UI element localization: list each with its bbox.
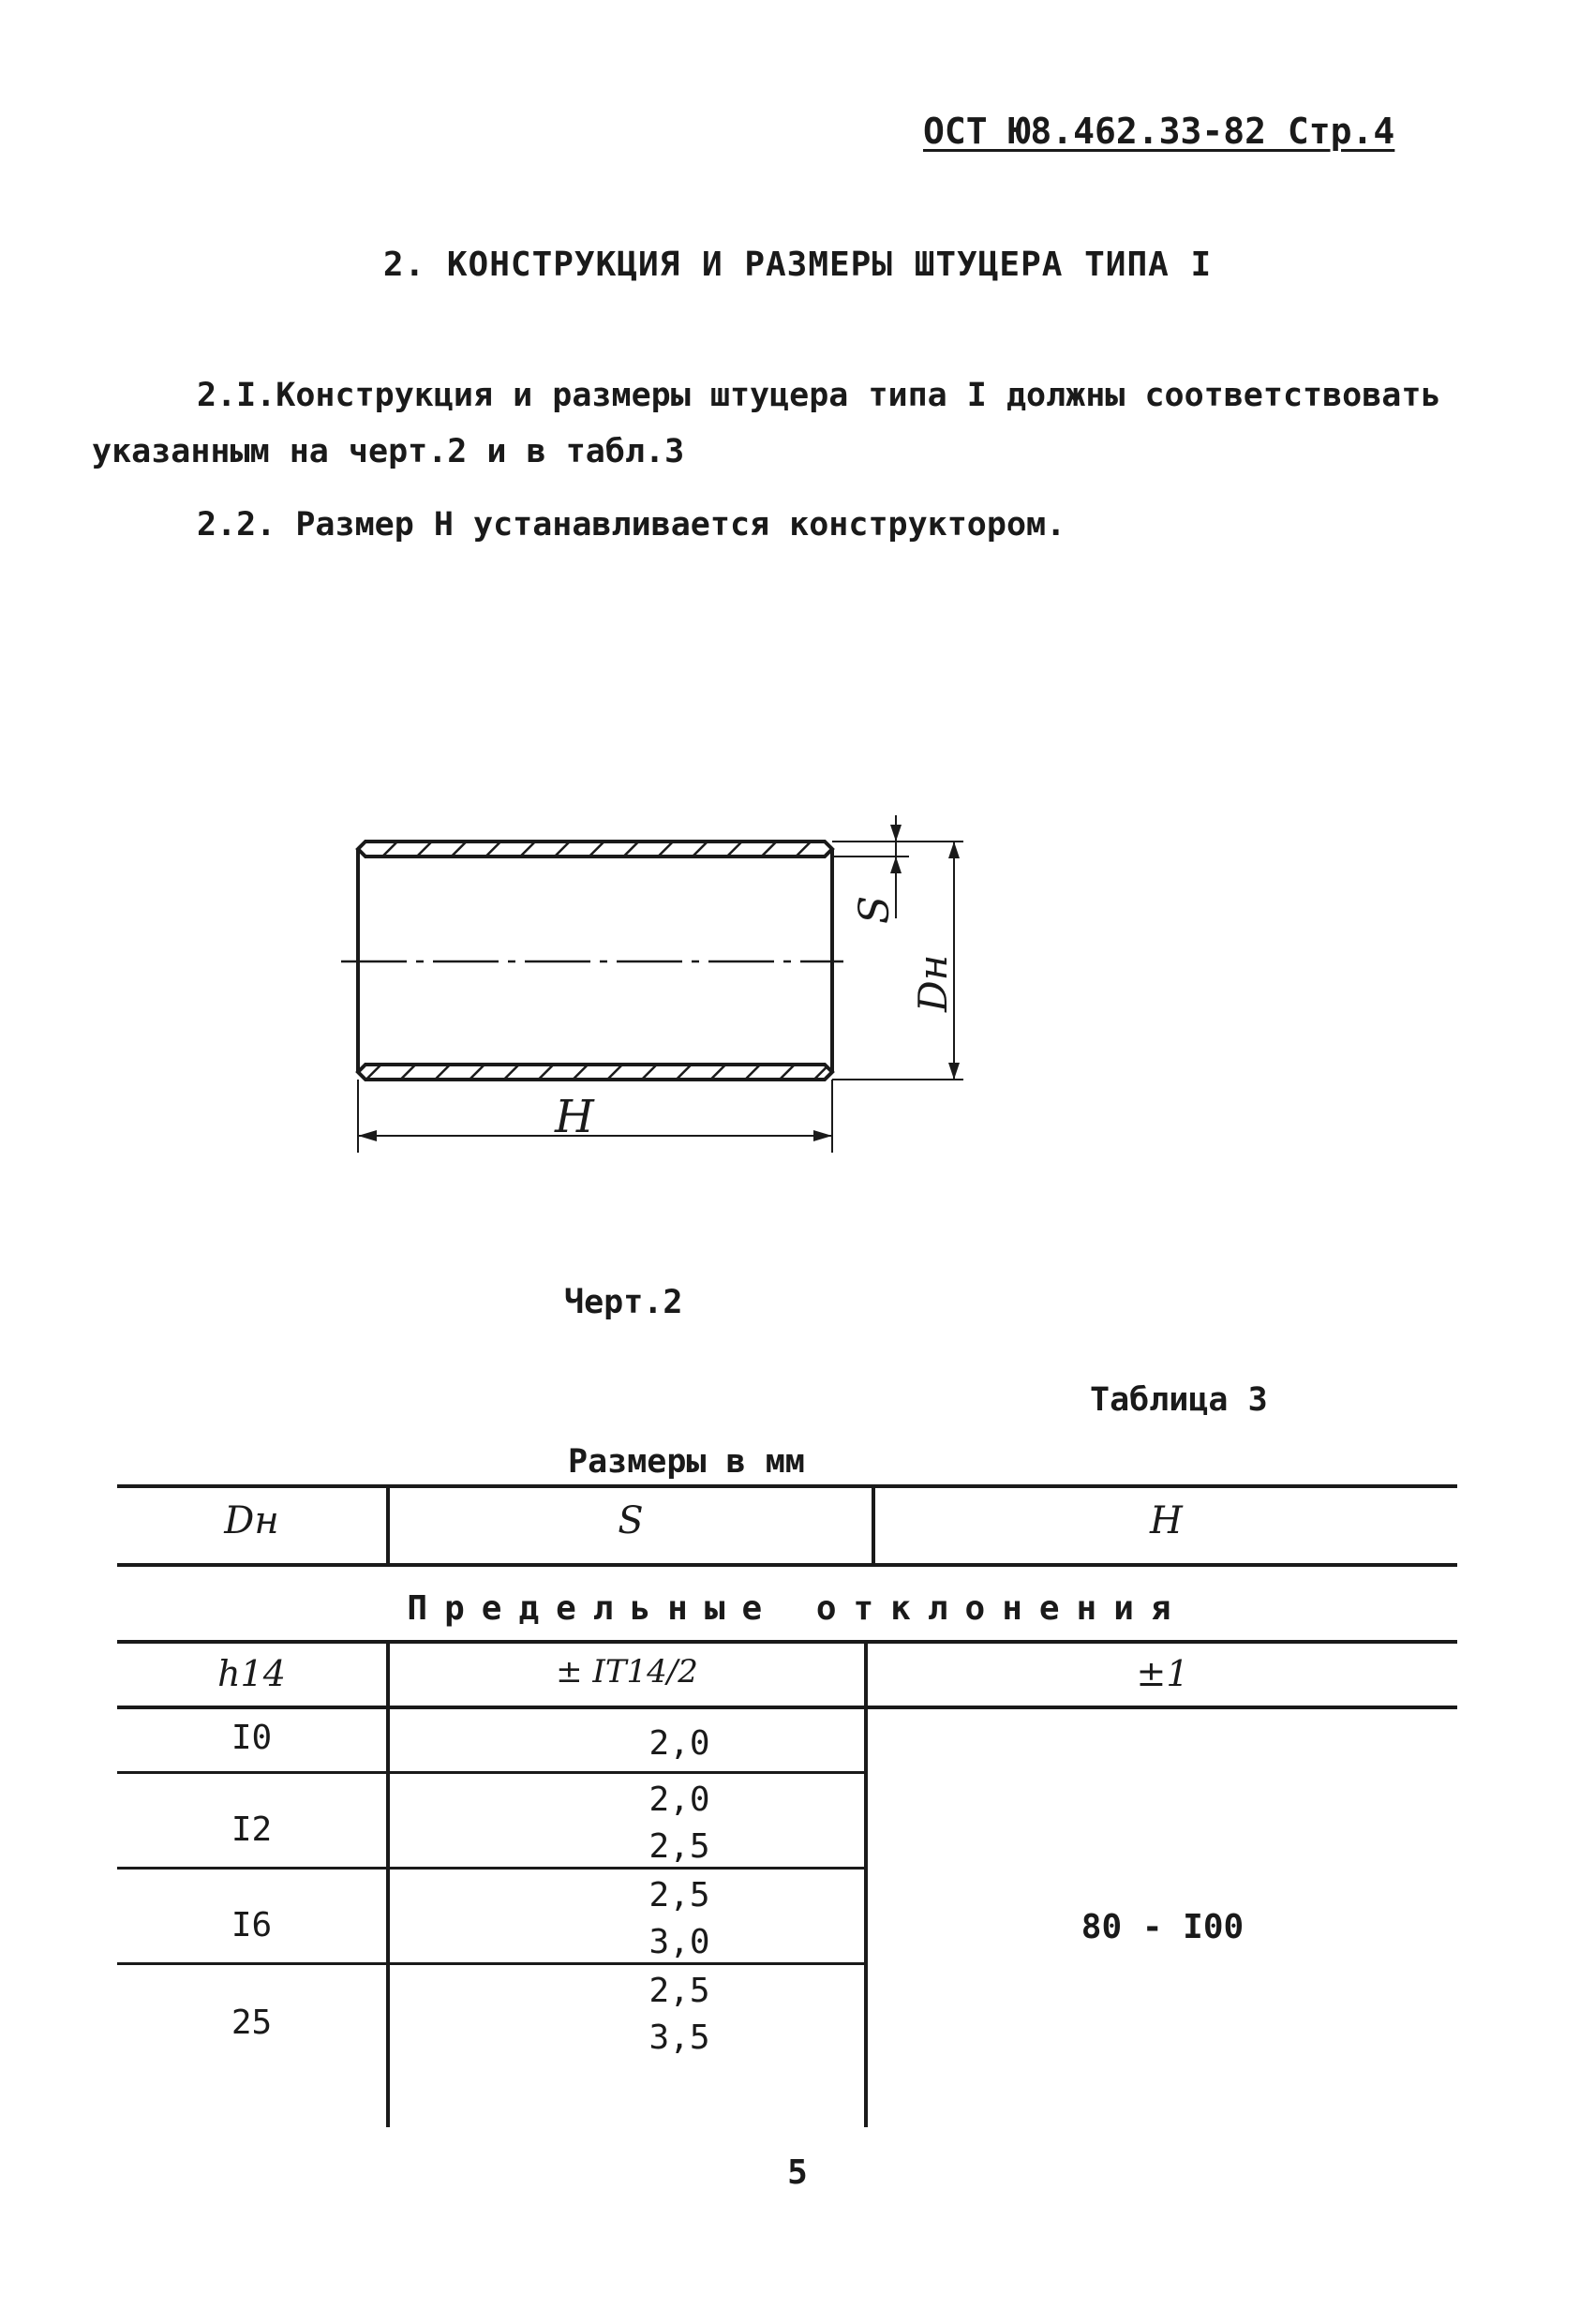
s-value: 2,0 — [648, 1780, 710, 1819]
row-rule-1 — [117, 1771, 867, 1774]
fitting-drawing — [337, 797, 993, 1171]
label-s: S — [851, 895, 899, 924]
document-code: ОСТ Ю8.462.33-82 Стр.4 — [923, 111, 1395, 152]
paragraph-2-2: 2.2. Размер Н устанавливается конструктором. — [197, 506, 1066, 544]
paragraph-2-1: 2.I.Конструкция и размеры штуцера типа I должны соответствовать указанным на черт.2 и в табл.3 — [92, 377, 1441, 470]
tolerance-title: Предельные отклонения — [407, 1589, 1188, 1628]
label-h: H — [555, 1091, 594, 1143]
s-value: 3,5 — [648, 2019, 710, 2057]
header-h: H — [1150, 1499, 1183, 1542]
s-value: 2,5 — [648, 1972, 710, 2010]
dn-value: I2 — [231, 1810, 273, 1849]
header-s: S — [618, 1499, 644, 1542]
table-top-rule — [117, 1484, 1457, 1488]
tolerance-s: ± IT14/2 — [556, 1653, 698, 1691]
units-label: Размеры в мм — [568, 1443, 805, 1481]
label-dn: Dн — [910, 954, 956, 1012]
header-bottom-rule — [117, 1563, 1457, 1567]
table-caption: Таблица 3 — [1090, 1381, 1268, 1419]
top-wall — [358, 842, 832, 857]
tolerance-row-rule — [117, 1706, 1457, 1709]
column-divider-1 — [386, 1640, 390, 2127]
row-rule-2 — [117, 1867, 867, 1870]
dn-value: I0 — [231, 1719, 273, 1757]
column-divider-2 — [864, 1640, 868, 2127]
s-value: 2,5 — [648, 1827, 710, 1866]
row-rule-3 — [117, 1962, 867, 1965]
s-value: 2,0 — [648, 1724, 710, 1763]
s-value: 3,0 — [648, 1923, 710, 1961]
h-value: 80 - I00 — [1081, 1908, 1245, 1946]
section-title: 2. КОНСТРУКЦИЯ И РАЗМЕРЫ ШТУЦЕРА ТИПА I — [382, 246, 1213, 284]
header-dn: Dн — [224, 1499, 279, 1542]
tolerance-dn: h14 — [217, 1653, 286, 1694]
s-value: 2,5 — [648, 1876, 710, 1914]
dn-value: 25 — [231, 2004, 273, 2042]
bottom-wall — [358, 1065, 832, 1080]
figure-caption: Черт.2 — [564, 1284, 683, 1321]
tolerance-h: ±1 — [1136, 1653, 1189, 1694]
tolerance-title-rule — [117, 1640, 1457, 1644]
page-number: 5 — [787, 2153, 808, 2192]
dn-value: I6 — [231, 1906, 273, 1944]
